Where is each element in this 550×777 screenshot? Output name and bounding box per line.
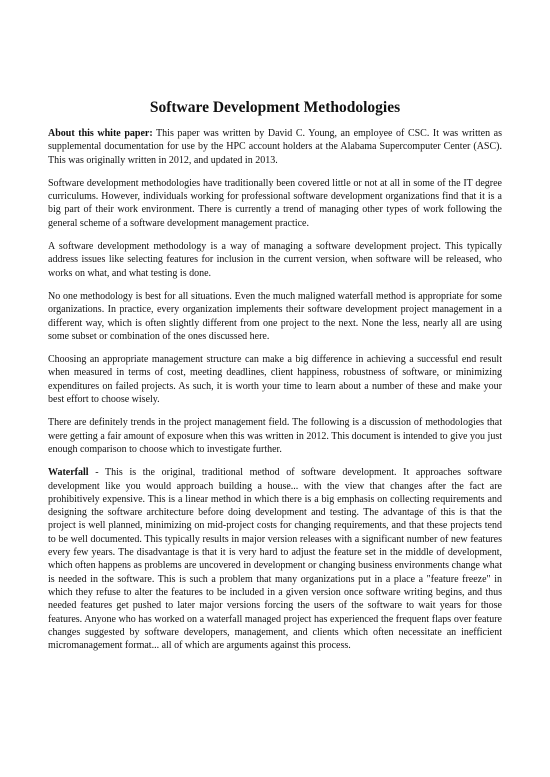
paragraph-text: Choosing an appropriate management structure can make a big difference in achieving a successful end result when measured in terms of cost, meeting deadlines, client happiness, robustness of software, or minimizing expenditures on failed projects. As such, it is worth your time to learn about a number of these and make your best effort to choose wisely. — [48, 354, 502, 406]
paragraph-lead: About this white paper: — [48, 128, 153, 139]
paragraph-text: This paper was written by David C. Young, an employee of CSC. It was written as supplemental documentation for use by the HPC account holders at the Alabama Supercomputer Center (ASC). This was originally written in 2012, and updated in 2013. — [48, 128, 502, 166]
document-body — [48, 127, 502, 662]
paragraph-waterfall — [48, 466, 502, 652]
document-title: Software Development Methodologies — [149, 99, 401, 116]
paragraph-about — [48, 127, 502, 167]
paragraph-trends — [48, 416, 502, 456]
paragraph-no-one-method — [48, 290, 502, 343]
paragraph-text: No one methodology is best for all situations. Even the much maligned waterfall method is appropriate for some organizations. In practice, every organization implements their software development project management in a different way, which is often slightly different from one project to the next. None the less, nearly all are using some subset or combination of the ones discussed here. — [48, 290, 502, 342]
paragraph-text: Software development methodologies have traditionally been covered little or not at all in some of the IT degree curriculums. However, individuals working for professional software development organizations find that it is a big part of their work environment. There is currently a trend of managing other types of work following the general scheme of a software development management practice. — [48, 177, 502, 229]
paragraph-choosing — [48, 353, 502, 406]
paragraph-text: There are definitely trends in the project management field. The following is a discussion of methodologies that were getting a fair amount of exposure when this was written in 2012. This document is intended to give you just enough comparison to choose which to investigate further. — [48, 417, 502, 455]
paragraph-lead: Waterfall — [48, 467, 89, 479]
paragraph-intro — [48, 177, 502, 230]
paragraph-definition — [48, 240, 502, 280]
paragraph-text: - This is the original, traditional method of software development. It approaches software development like you would approach building a house... with the view that changes after the fact are prohibitively expensive. This is a linear method in which there is a big emphasis on collecting requirements and designing the software architecture before doing development and testing. The advantage of this is that the project is well planned, minimizing on mid-project costs for changing requirements, and that these projects tend to be well documented. This typically results in major version releases with a significant number of new features every few years. The disadvantage is that it is very hard to adjust the feature set in the middle of development, which often happens as problems are uncovered in development or changing business environments change what is needed in the software. This is such a problem that many organizations put in a place a "feature freeze" in which they refuse to alter the features to be included in a given version once software writing begins, and thus needed features get pushed to later major versions forcing the users of the software to wait years for those features. Anyone who has worked on a waterfall managed project has experienced the frequent flaps over feature changes suggested by software developers, management, and clients which often necessitate an inefficient micromanagement format... all of which are arguments against this process. — [48, 467, 502, 652]
paragraph-text: A software development methodology is a way of managing a software development project. This typically address issues like selecting features for inclusion in the current version, when software will be released, who works on what, and what testing is done. — [48, 241, 502, 279]
